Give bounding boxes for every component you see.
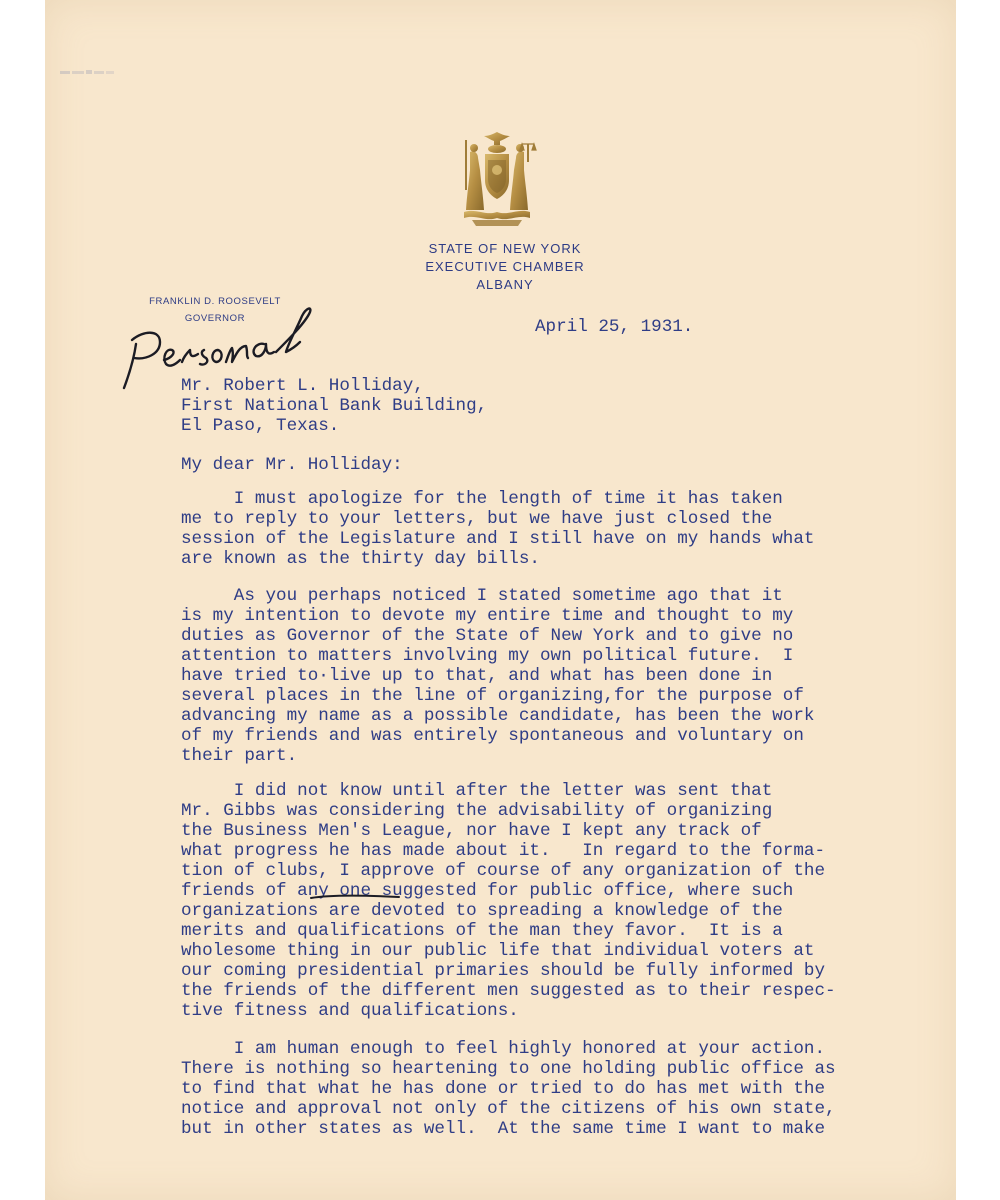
body-line: There is nothing so heartening to one holding public office as	[181, 1059, 836, 1079]
letterhead-chamber: EXECUTIVE CHAMBER	[425, 259, 585, 274]
body-line: are known as the thirty day bills.	[181, 549, 540, 569]
sender-title: GOVERNOR	[184, 313, 246, 324]
body-line: advancing my name as a possible candidate, has been the work	[181, 706, 815, 726]
body-line: I did not know until after the letter was sent that	[181, 781, 773, 801]
body-line: me to reply to your letters, but we have just closed the	[181, 509, 773, 529]
recipient-city: El Paso, Texas.	[181, 416, 340, 436]
body-line: I must apologize for the length of time it has taken	[181, 489, 783, 509]
body-line: I am human enough to feel highly honored at your action.	[181, 1039, 826, 1059]
body-line: to find that what he has done or tried to do has met with the	[181, 1079, 826, 1099]
body-line: tion of clubs, I approve of course of any organization of the	[181, 861, 826, 881]
letterhead-city: ALBANY	[476, 277, 534, 292]
body-line: the friends of the different men suggested as to their respec-	[181, 981, 836, 1001]
body-line: of my friends and was entirely spontaneous and voluntary on	[181, 726, 804, 746]
body-line: our coming presidential primaries should be fully informed by	[181, 961, 826, 981]
body-line: organizations are devoted to spreading a knowledge of the	[181, 901, 783, 921]
ink-underline-mark	[309, 892, 401, 902]
body-line: several places in the line of organizing,for the purpose of	[181, 686, 804, 706]
body-line: is my intention to devote my entire time and thought to my	[181, 606, 794, 626]
body-line: session of the Legislature and I still have on my hands what	[181, 529, 815, 549]
new-york-seal-icon	[456, 130, 538, 230]
body-line: notice and approval not only of the citizens of his own state,	[181, 1099, 836, 1119]
body-line: tive fitness and qualifications.	[181, 1001, 519, 1021]
recipient-name: Mr. Robert L. Holliday,	[181, 376, 424, 396]
body-line: their part.	[181, 746, 298, 766]
sender-name: FRANKLIN D. ROOSEVELT	[149, 296, 281, 307]
body-line: duties as Governor of the State of New York and to give no	[181, 626, 794, 646]
archive-stamp	[60, 68, 122, 78]
body-line: friends of any one suggested for public office, where such	[181, 881, 794, 901]
letterhead	[400, 240, 610, 294]
body-line: but in other states as well. At the same time I want to make	[181, 1119, 826, 1139]
letterhead-state: STATE OF NEW YORK	[428, 241, 582, 256]
salutation: My dear Mr. Holliday:	[181, 455, 403, 475]
recipient-building: First National Bank Building,	[181, 396, 488, 416]
body-line: the Business Men's League, nor have I kept any track of	[181, 821, 762, 841]
letter-date: April 25, 1931.	[535, 317, 694, 337]
body-line: what progress he has made about it. In regard to the forma-	[181, 841, 826, 861]
body-line: merits and qualifications of the man they favor. It is a	[181, 921, 783, 941]
body-line: wholesome thing in our public life that individual voters at	[181, 941, 815, 961]
body-line: Mr. Gibbs was considering the advisability of organizing	[181, 801, 773, 821]
body-line: As you perhaps noticed I stated sometime ago that it	[181, 586, 783, 606]
body-line: have tried to·live up to that, and what has been done in	[181, 666, 773, 686]
body-line: attention to matters involving my own political future. I	[181, 646, 794, 666]
